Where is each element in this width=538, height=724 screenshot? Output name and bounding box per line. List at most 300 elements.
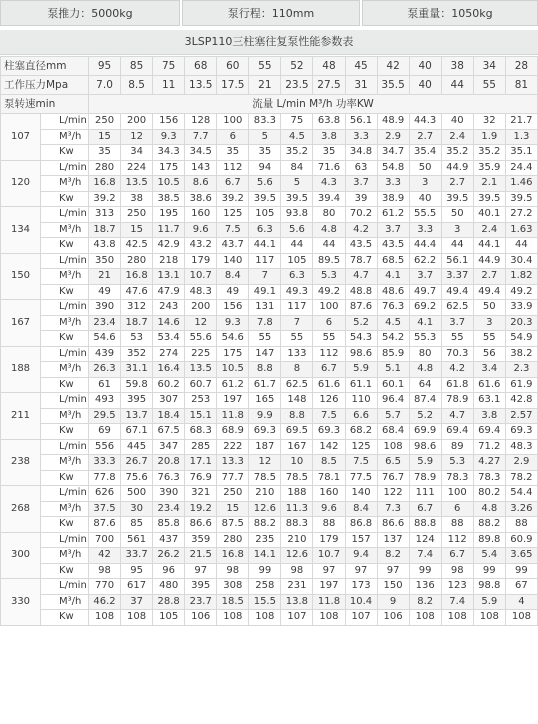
cell-value: 112 <box>217 160 249 176</box>
cell-value: 77.7 <box>217 470 249 486</box>
unit-label: Kw <box>41 424 89 440</box>
cell-value: 61.8 <box>441 377 473 393</box>
cell-value: 38 <box>121 191 153 207</box>
cell-value: 6.3 <box>249 222 281 238</box>
cell-value: 87.6 <box>89 517 121 533</box>
cell-value: 19.2 <box>185 501 217 517</box>
table-row <box>1 346 538 362</box>
spec-header <box>0 0 538 28</box>
cell-value: 60.1 <box>377 377 409 393</box>
cell-value: 95 <box>121 563 153 579</box>
table-row <box>1 300 538 316</box>
cell-value: 439 <box>89 346 121 362</box>
cell-value: 56.1 <box>345 114 377 130</box>
cell-value: 98 <box>281 563 313 579</box>
cell-value: 148 <box>281 393 313 409</box>
cell-value: 77.5 <box>345 470 377 486</box>
cell-value: 49.4 <box>473 284 505 300</box>
cell-value: 9.4 <box>345 548 377 564</box>
cell-value: 195 <box>153 207 185 223</box>
cell-value: 39.5 <box>249 191 281 207</box>
cell-value: 49.7 <box>409 284 441 300</box>
cell-value: 31.1 <box>121 362 153 378</box>
cell-value: 10.7 <box>185 269 217 285</box>
cell-value: 321 <box>185 486 217 502</box>
table-caption: 3LSP110三柱塞往复泵性能参数表 <box>0 30 538 55</box>
pump-speed: 268 <box>1 486 41 533</box>
table-row <box>1 331 538 347</box>
cell-value: 97 <box>313 563 345 579</box>
cell-value: 160 <box>313 486 345 502</box>
cell-value: 49.2 <box>505 284 537 300</box>
table-row <box>1 424 538 440</box>
cell-value: 8.2 <box>409 594 441 610</box>
cell-value: 88.3 <box>281 517 313 533</box>
cell-value: 42.9 <box>153 238 185 254</box>
cell-value: 390 <box>153 486 185 502</box>
cell-value: 54.6 <box>89 331 121 347</box>
cell-value: 98.8 <box>473 579 505 595</box>
cell-value: 38.6 <box>185 191 217 207</box>
cell-value: 12 <box>249 455 281 471</box>
cell-value: 33.9 <box>505 300 537 316</box>
pressure-value: 7.0 <box>89 76 121 95</box>
cell-value: 125 <box>217 207 249 223</box>
cell-value: 108 <box>217 610 249 626</box>
cell-value: 15.5 <box>249 594 281 610</box>
cell-value: 4.7 <box>345 269 377 285</box>
cell-value: 280 <box>121 253 153 269</box>
cell-value: 13.3 <box>217 455 249 471</box>
table-row <box>1 284 538 300</box>
cell-value: 23.4 <box>89 315 121 331</box>
cell-value: 5.3 <box>441 455 473 471</box>
cell-value: 49.1 <box>249 284 281 300</box>
cell-value: 5.4 <box>473 548 505 564</box>
table-row <box>1 207 538 223</box>
cell-value: 44 <box>505 238 537 254</box>
unit-label: L/min <box>41 207 89 223</box>
cell-value: 88.2 <box>473 517 505 533</box>
cell-value: 23.4 <box>153 501 185 517</box>
cell-value: 44.9 <box>441 160 473 176</box>
cell-value: 38.9 <box>377 191 409 207</box>
cell-value: 10.7 <box>313 548 345 564</box>
cell-value: 11.3 <box>281 501 313 517</box>
cell-value: 7.5 <box>345 455 377 471</box>
cell-value: 1.3 <box>505 129 537 145</box>
cell-value: 99 <box>505 563 537 579</box>
unit-label: M³/h <box>41 176 89 192</box>
cell-value: 700 <box>89 532 121 548</box>
cell-value: 53 <box>121 331 153 347</box>
cell-value: 312 <box>121 300 153 316</box>
cell-value: 4.7 <box>441 408 473 424</box>
cell-value: 99 <box>249 563 281 579</box>
cell-value: 55 <box>281 331 313 347</box>
cell-value: 6 <box>313 315 345 331</box>
cell-value: 39.2 <box>217 191 249 207</box>
cell-value: 4.2 <box>345 222 377 238</box>
cell-value: 285 <box>185 439 217 455</box>
cell-value: 98 <box>217 563 249 579</box>
cell-value: 76.3 <box>377 300 409 316</box>
cell-value: 106 <box>185 610 217 626</box>
unit-label: Kw <box>41 610 89 626</box>
cell-value: 78.5 <box>249 470 281 486</box>
table-row <box>1 222 538 238</box>
cell-value: 14.6 <box>153 315 185 331</box>
cell-value: 39.5 <box>505 191 537 207</box>
cell-value: 39.5 <box>441 191 473 207</box>
table-row <box>1 393 538 409</box>
cell-value: 80 <box>313 207 345 223</box>
cell-value: 561 <box>121 532 153 548</box>
cell-value: 59.8 <box>121 377 153 393</box>
diameter-value: 55 <box>249 57 281 76</box>
pump-thrust: 泵推力：5000kg <box>0 0 180 26</box>
cell-value: 175 <box>153 160 185 176</box>
cell-value: 7.4 <box>409 548 441 564</box>
cell-value: 2.57 <box>505 408 537 424</box>
cell-value: 35 <box>249 145 281 161</box>
cell-value: 56.1 <box>441 253 473 269</box>
cell-value: 34.8 <box>345 145 377 161</box>
cell-value: 44.9 <box>473 253 505 269</box>
cell-value: 55.3 <box>409 331 441 347</box>
diameter-value: 95 <box>89 57 121 76</box>
cell-value: 210 <box>281 532 313 548</box>
pressure-value: 44 <box>441 76 473 95</box>
cell-value: 395 <box>185 579 217 595</box>
cell-value: 197 <box>217 393 249 409</box>
cell-value: 3.37 <box>441 269 473 285</box>
table-row <box>1 269 538 285</box>
cell-value: 78.3 <box>441 470 473 486</box>
cell-value: 107 <box>345 610 377 626</box>
cell-value: 108 <box>441 610 473 626</box>
pressure-value: 8.5 <box>121 76 153 95</box>
pump-speed: 188 <box>1 346 41 393</box>
cell-value: 274 <box>153 346 185 362</box>
cell-value: 78.9 <box>441 393 473 409</box>
cell-value: 770 <box>89 579 121 595</box>
cell-value: 6.7 <box>217 176 249 192</box>
pump-speed: 167 <box>1 300 41 347</box>
cell-value: 77.8 <box>89 470 121 486</box>
cell-value: 88.8 <box>409 517 441 533</box>
cell-value: 42 <box>89 548 121 564</box>
cell-value: 5.6 <box>249 176 281 192</box>
cell-value: 34.7 <box>377 145 409 161</box>
cell-value: 307 <box>153 393 185 409</box>
pump-speed: 120 <box>1 160 41 207</box>
cell-value: 108 <box>313 610 345 626</box>
diameter-value: 85 <box>121 57 153 76</box>
table-row <box>1 610 538 626</box>
cell-value: 8.2 <box>377 548 409 564</box>
table-row <box>1 455 538 471</box>
cell-value: 8.4 <box>345 501 377 517</box>
cell-value: 12.6 <box>249 501 281 517</box>
cell-value: 4.5 <box>281 129 313 145</box>
cell-value: 30 <box>121 501 153 517</box>
cell-value: 14.1 <box>249 548 281 564</box>
table-row <box>1 501 538 517</box>
pump-stroke: 泵行程：110mm <box>182 0 360 26</box>
cell-value: 99 <box>409 563 441 579</box>
cell-value: 5.3 <box>313 269 345 285</box>
pressure-value: 35.5 <box>377 76 409 95</box>
cell-value: 225 <box>185 346 217 362</box>
pressure-value: 13.5 <box>185 76 217 95</box>
table-row <box>1 517 538 533</box>
table-row <box>1 439 538 455</box>
unit-label: Kw <box>41 377 89 393</box>
cell-value: 352 <box>121 346 153 362</box>
cell-value: 61.6 <box>313 377 345 393</box>
pump-speed: 238 <box>1 439 41 486</box>
cell-value: 12 <box>121 129 153 145</box>
cell-value: 160 <box>185 207 217 223</box>
cell-value: 63.8 <box>313 114 345 130</box>
cell-value: 69.3 <box>249 424 281 440</box>
cell-value: 78.1 <box>313 470 345 486</box>
unit-label: Kw <box>41 563 89 579</box>
cell-value: 69.3 <box>505 424 537 440</box>
cell-value: 5 <box>281 176 313 192</box>
cell-value: 68.5 <box>377 253 409 269</box>
cell-value: 105 <box>153 610 185 626</box>
cell-value: 61.7 <box>249 377 281 393</box>
cell-value: 55 <box>441 331 473 347</box>
table-row <box>1 486 538 502</box>
unit-label: L/min <box>41 346 89 362</box>
unit-label: M³/h <box>41 222 89 238</box>
cell-value: 68.4 <box>377 424 409 440</box>
cell-value: 8.4 <box>217 269 249 285</box>
cell-value: 140 <box>217 253 249 269</box>
cell-value: 55 <box>249 331 281 347</box>
unit-label: M³/h <box>41 408 89 424</box>
table-row <box>1 129 538 145</box>
unit-label: Kw <box>41 284 89 300</box>
cell-value: 97 <box>345 563 377 579</box>
table-row <box>1 238 538 254</box>
cell-value: 10.5 <box>217 362 249 378</box>
cell-value: 6.3 <box>281 269 313 285</box>
cell-value: 10.4 <box>345 594 377 610</box>
cell-value: 359 <box>185 532 217 548</box>
cell-value: 60.2 <box>153 377 185 393</box>
cell-value: 125 <box>345 439 377 455</box>
cell-value: 53.4 <box>153 331 185 347</box>
cell-value: 49.3 <box>281 284 313 300</box>
cell-value: 62.5 <box>281 377 313 393</box>
cell-value: 97 <box>377 563 409 579</box>
cell-value: 280 <box>217 532 249 548</box>
cell-value: 390 <box>89 300 121 316</box>
table-row <box>1 114 538 130</box>
cell-value: 150 <box>377 579 409 595</box>
cell-value: 9.6 <box>185 222 217 238</box>
cell-value: 54.6 <box>217 331 249 347</box>
cell-value: 136 <box>409 579 441 595</box>
cell-value: 157 <box>345 532 377 548</box>
unit-label: Kw <box>41 238 89 254</box>
cell-value: 11.8 <box>217 408 249 424</box>
cell-value: 9 <box>377 594 409 610</box>
cell-value: 3.7 <box>441 315 473 331</box>
cell-value: 4.8 <box>473 501 505 517</box>
cell-value: 9.9 <box>249 408 281 424</box>
cell-value: 6.7 <box>409 501 441 517</box>
cell-value: 39 <box>345 191 377 207</box>
cell-value: 80 <box>409 346 441 362</box>
cell-value: 235 <box>249 532 281 548</box>
cell-value: 63.1 <box>473 393 505 409</box>
cell-value: 10 <box>281 455 313 471</box>
cell-value: 37.5 <box>89 501 121 517</box>
cell-value: 112 <box>313 346 345 362</box>
cell-value: 140 <box>345 486 377 502</box>
pressure-value: 21 <box>249 76 281 95</box>
cell-value: 231 <box>281 579 313 595</box>
cell-value: 5.1 <box>377 362 409 378</box>
cell-value: 43.7 <box>217 238 249 254</box>
cell-value: 8.6 <box>185 176 217 192</box>
cell-value: 167 <box>281 439 313 455</box>
diameter-value: 28 <box>505 57 537 76</box>
cell-value: 5.6 <box>281 222 313 238</box>
unit-label: M³/h <box>41 315 89 331</box>
cell-value: 556 <box>89 439 121 455</box>
cell-value: 50 <box>441 207 473 223</box>
cell-value: 210 <box>249 486 281 502</box>
cell-value: 78.9 <box>409 470 441 486</box>
cell-value: 250 <box>121 207 153 223</box>
cell-value: 96 <box>153 563 185 579</box>
cell-value: 24.4 <box>505 160 537 176</box>
cell-value: 6 <box>217 129 249 145</box>
cell-value: 175 <box>217 346 249 362</box>
cell-value: 16.4 <box>153 362 185 378</box>
cell-value: 85.9 <box>377 346 409 362</box>
cell-value: 13.1 <box>153 269 185 285</box>
cell-value: 35.2 <box>473 145 505 161</box>
cell-value: 13.5 <box>121 176 153 192</box>
cell-value: 13.7 <box>121 408 153 424</box>
cell-value: 17.1 <box>185 455 217 471</box>
cell-value: 87.5 <box>217 517 249 533</box>
cell-value: 32 <box>473 114 505 130</box>
cell-value: 86.8 <box>345 517 377 533</box>
cell-value: 8.5 <box>313 455 345 471</box>
cell-value: 133 <box>281 346 313 362</box>
cell-value: 100 <box>217 114 249 130</box>
cell-value: 1.82 <box>505 269 537 285</box>
cell-value: 13.8 <box>281 594 313 610</box>
cell-value: 11.7 <box>153 222 185 238</box>
cell-value: 4.27 <box>473 455 505 471</box>
pump-speed: 330 <box>1 579 41 626</box>
cell-value: 88 <box>505 517 537 533</box>
cell-value: 110 <box>345 393 377 409</box>
cell-value: 7 <box>281 315 313 331</box>
cell-value: 20.3 <box>505 315 537 331</box>
cell-value: 48.3 <box>185 284 217 300</box>
cell-value: 28.8 <box>153 594 185 610</box>
cell-value: 100 <box>313 300 345 316</box>
cell-value: 16.8 <box>217 548 249 564</box>
cell-value: 124 <box>409 532 441 548</box>
cell-value: 97 <box>185 563 217 579</box>
table-row <box>1 408 538 424</box>
cell-value: 179 <box>185 253 217 269</box>
cell-value: 15.1 <box>185 408 217 424</box>
diameter-value: 34 <box>473 57 505 76</box>
unit-label: Kw <box>41 470 89 486</box>
cell-value: 243 <box>153 300 185 316</box>
cell-value: 93.8 <box>281 207 313 223</box>
cell-value: 49.2 <box>313 284 345 300</box>
cell-value: 117 <box>281 300 313 316</box>
cell-value: 8.8 <box>249 362 281 378</box>
table-row <box>1 548 538 564</box>
cell-value: 105 <box>249 207 281 223</box>
unit-label: Kw <box>41 517 89 533</box>
cell-value: 88 <box>441 517 473 533</box>
table-row <box>1 145 538 161</box>
unit-label: M³/h <box>41 548 89 564</box>
cell-value: 11.8 <box>313 594 345 610</box>
cell-value: 3.4 <box>473 362 505 378</box>
cell-value: 87.4 <box>409 393 441 409</box>
cell-value: 108 <box>249 610 281 626</box>
cell-value: 35 <box>313 145 345 161</box>
table-row <box>1 191 538 207</box>
cell-value: 128 <box>185 114 217 130</box>
cell-value: 3.7 <box>409 269 441 285</box>
cell-value: 4.2 <box>441 362 473 378</box>
table-row <box>1 563 538 579</box>
cell-value: 200 <box>185 300 217 316</box>
cell-value: 16.8 <box>121 269 153 285</box>
cell-value: 123 <box>441 579 473 595</box>
cell-value: 40 <box>441 114 473 130</box>
cell-value: 87.6 <box>345 300 377 316</box>
pressure-value: 31 <box>345 76 377 95</box>
cell-value: 137 <box>377 532 409 548</box>
cell-value: 3.8 <box>473 408 505 424</box>
cell-value: 69.4 <box>473 424 505 440</box>
cell-value: 49 <box>89 284 121 300</box>
cell-value: 258 <box>249 579 281 595</box>
unit-label: L/min <box>41 160 89 176</box>
cell-value: 27.2 <box>505 207 537 223</box>
cell-value: 99 <box>473 563 505 579</box>
unit-label: Kw <box>41 145 89 161</box>
cell-value: 107 <box>281 610 313 626</box>
cell-value: 98 <box>89 563 121 579</box>
cell-value: 108 <box>121 610 153 626</box>
cell-value: 39.5 <box>473 191 505 207</box>
cell-value: 1.63 <box>505 222 537 238</box>
cell-value: 111 <box>409 486 441 502</box>
cell-value: 69 <box>89 424 121 440</box>
cell-value: 43.5 <box>345 238 377 254</box>
cell-value: 445 <box>121 439 153 455</box>
